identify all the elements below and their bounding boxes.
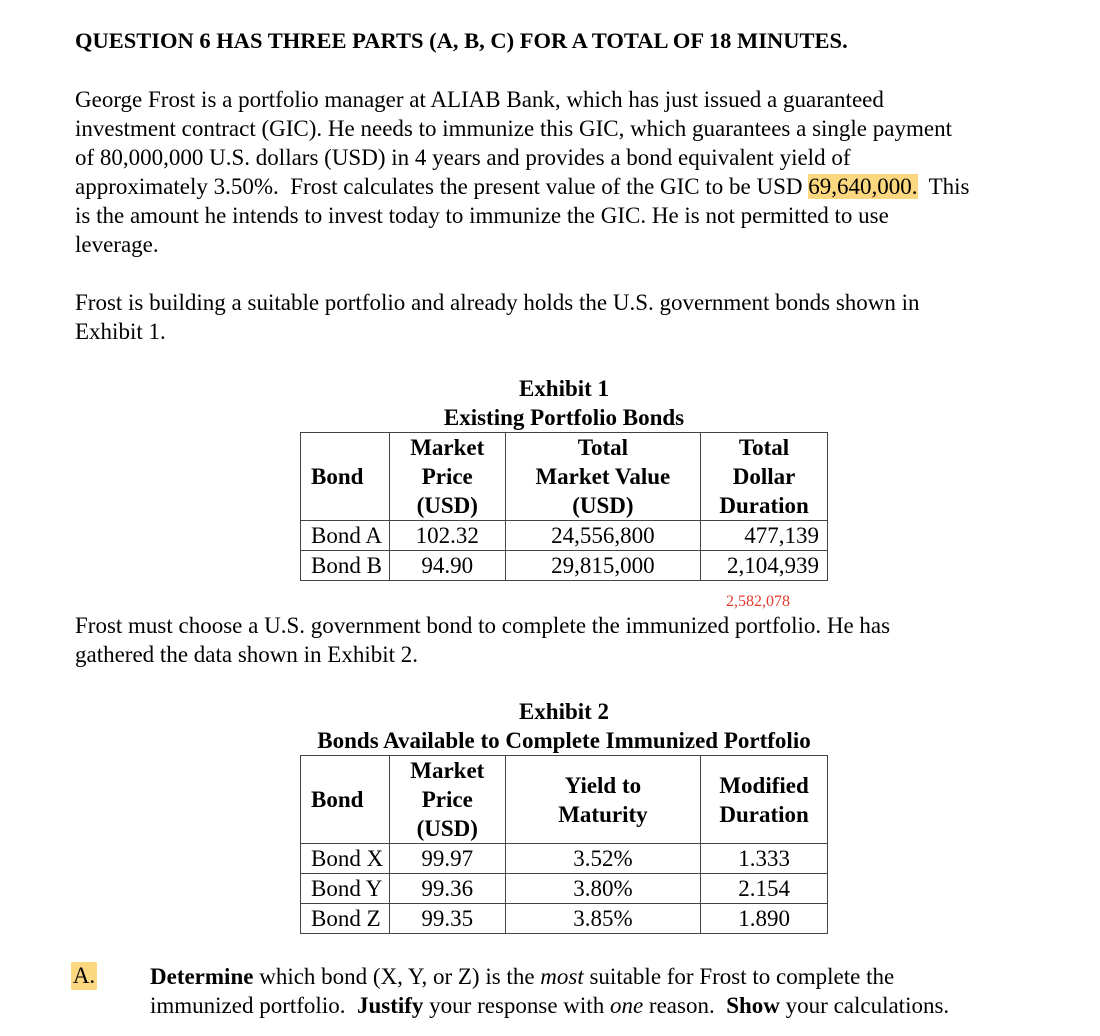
keyword-determine: Determine xyxy=(150,964,254,989)
keyword-show: Show xyxy=(726,993,780,1018)
header-line: Market xyxy=(410,758,485,783)
modified-duration-cell: 1.333 xyxy=(701,844,828,874)
part-a-text: your calculations. xyxy=(779,993,950,1018)
part-a-line-2 xyxy=(150,991,949,1020)
part-a-text: immunized portfolio. xyxy=(150,993,357,1018)
intro-paragraph xyxy=(75,85,1075,259)
exhibit1-header-row xyxy=(301,433,828,521)
price-cell: 94.90 xyxy=(389,551,505,581)
ytm-cell: 3.80% xyxy=(505,874,700,904)
intro-line-4-start: approximately 3.50%. Frost calculates the present value of the GIC to be USD xyxy=(75,174,809,199)
choose-line-1: Frost must choose a U.S. government bond to complete the immunized portfolio. He has xyxy=(75,613,891,638)
exhibit2-subtitle: Bonds Available to Complete Immunized Portfolio xyxy=(317,728,811,753)
portfolio-paragraph xyxy=(75,288,1075,346)
table-row xyxy=(301,551,828,581)
header-line: Dollar xyxy=(732,464,796,489)
header-line: Duration xyxy=(719,801,809,827)
ytm-cell: 3.52% xyxy=(505,844,700,874)
exhibit1-header-price xyxy=(389,433,505,521)
exhibit1-header-value xyxy=(505,433,701,521)
modified-duration-cell: 2.154 xyxy=(701,874,828,904)
price-cell: 99.36 xyxy=(389,874,505,904)
header-line: (USD) xyxy=(416,493,478,518)
header-line: Price xyxy=(421,787,473,812)
bond-name-cell: Bond Y xyxy=(301,874,390,904)
dollar-duration-cell: 2,104,939 xyxy=(701,551,828,581)
exhibit2-table xyxy=(300,755,828,934)
part-a-question xyxy=(150,962,949,1020)
header-line: (USD) xyxy=(572,493,634,518)
question-heading: QUESTION 6 HAS THREE PARTS (A, B, C) FOR A TOTAL OF 18 MINUTES. xyxy=(75,28,848,53)
dollar-duration-cell: 477,139 xyxy=(701,521,828,551)
market-value-cell: 29,815,000 xyxy=(505,551,701,581)
header-line: Price xyxy=(421,464,473,489)
header-line: Duration xyxy=(719,493,809,518)
keyword-one: one xyxy=(609,993,644,1018)
price-cell: 102.32 xyxy=(389,521,505,551)
highlighted-present-value: 69,640,000. xyxy=(808,174,918,199)
intro-line-1: George Frost is a portfolio manager at ALIAB Bank, which has just issued a guaranteed xyxy=(75,87,884,112)
exhibit1-header-bond: Bond xyxy=(301,433,390,521)
market-value-cell: 24,556,800 xyxy=(505,521,701,551)
header-line: (USD) xyxy=(416,816,478,841)
exhibit2-header-row xyxy=(301,756,828,844)
choose-line-2: gathered the data shown in Exhibit 2. xyxy=(75,642,419,667)
intro-line-3: of 80,000,000 U.S. dollars (USD) in 4 years and provides a bond equivalent yield of xyxy=(75,145,851,170)
intro-line-4 xyxy=(75,172,1075,201)
price-cell: 99.97 xyxy=(389,844,505,874)
header-line: Total xyxy=(738,435,790,460)
intro-line-6: leverage. xyxy=(75,232,159,257)
exhibit2-header-price xyxy=(389,756,505,844)
exhibit2-header-ytm xyxy=(505,756,700,844)
bond-name-cell: Bond B xyxy=(301,551,390,581)
intro-line-2: investment contract (GIC). He needs to immunize this GIC, which guarantees a single payment xyxy=(75,116,952,141)
exhibit1-subtitle: Existing Portfolio Bonds xyxy=(443,405,685,430)
table-row xyxy=(301,904,828,934)
part-a-text: suitable for Frost to complete the xyxy=(583,964,895,989)
exhibit1-title: Exhibit 1 xyxy=(518,376,610,401)
part-a-text: which bond (X, Y, or Z) is the xyxy=(253,964,541,989)
choose-bond-paragraph xyxy=(75,611,1075,669)
part-a-text: your response with xyxy=(423,993,610,1018)
header-line: Total xyxy=(577,435,629,460)
exhibit2-header-bond: Bond xyxy=(301,756,390,844)
intro-line-4-end: This xyxy=(917,174,970,199)
header-line: Modified xyxy=(719,772,809,798)
exhibit1-header-duration xyxy=(701,433,828,521)
header-line: Market xyxy=(410,435,485,460)
keyword-justify: Justify xyxy=(356,993,424,1018)
handwritten-sum-note: 2,582,078 xyxy=(726,593,790,610)
header-line: Yield to xyxy=(564,772,642,798)
exhibit2-header-duration xyxy=(701,756,828,844)
bond-name-cell: Bond X xyxy=(301,844,390,874)
portfolio-line-1: Frost is building a suitable portfolio and already holds the U.S. government bonds shown in xyxy=(75,290,920,315)
ytm-cell: 3.85% xyxy=(505,904,700,934)
table-row xyxy=(301,874,828,904)
part-a-text: reason. xyxy=(643,993,727,1018)
bond-name-cell: Bond Z xyxy=(301,904,390,934)
exhibit2-title: Exhibit 2 xyxy=(518,699,610,724)
exhibit1-table xyxy=(300,432,828,581)
table-row xyxy=(301,844,828,874)
modified-duration-cell: 1.890 xyxy=(701,904,828,934)
portfolio-line-2: Exhibit 1. xyxy=(75,319,166,344)
part-a-line-1 xyxy=(150,962,949,991)
intro-line-5: is the amount he intends to invest today to immunize the GIC. He is not permitted to use xyxy=(75,203,889,228)
header-line: Maturity xyxy=(558,801,648,827)
part-a-letter: A. xyxy=(72,963,96,988)
price-cell: 99.35 xyxy=(389,904,505,934)
header-line: Market Value xyxy=(535,464,671,489)
keyword-most: most xyxy=(540,964,584,989)
bond-name-cell: Bond A xyxy=(301,521,390,551)
table-row xyxy=(301,521,828,551)
